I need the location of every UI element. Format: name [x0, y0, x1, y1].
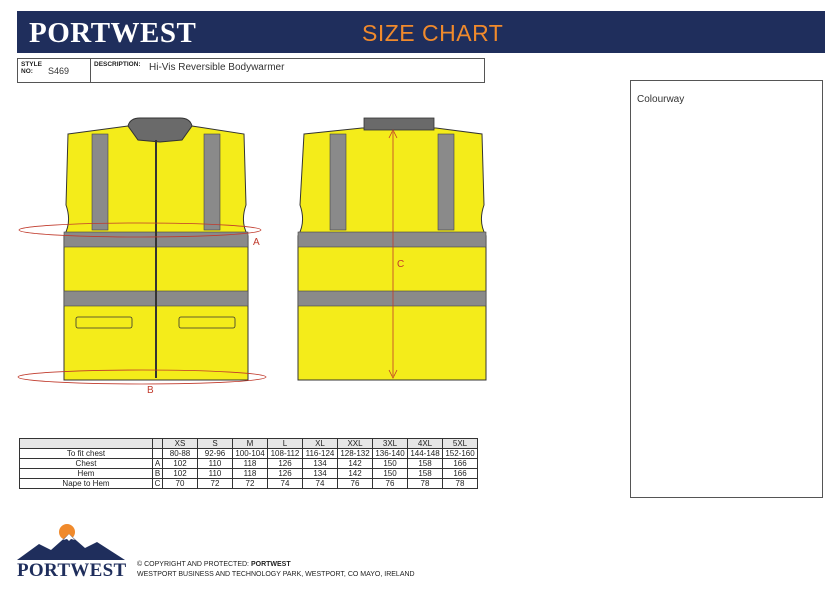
table-cell: 70 [163, 479, 198, 489]
size-table [19, 438, 478, 489]
size-header-row [20, 439, 478, 449]
style-label: STYLE NO: [21, 61, 42, 75]
table-row [20, 449, 478, 459]
table-cell: 126 [268, 469, 303, 479]
table-cell: 74 [303, 479, 338, 489]
dimension-label-c: C [397, 259, 405, 270]
row-label: Chest [20, 459, 153, 469]
row-label: To fit chest [20, 449, 153, 459]
table-cell: 152-160 [443, 449, 478, 459]
size-header: 5XL [443, 439, 478, 449]
table-cell: 76 [373, 479, 408, 489]
table-cell: 142 [338, 469, 373, 479]
footer-copyright [137, 560, 415, 580]
table-cell: 118 [233, 469, 268, 479]
table-cell: 134 [303, 459, 338, 469]
description-label: DESCRIPTION: [94, 61, 141, 68]
table-cell: 166 [443, 469, 478, 479]
size-header: XL [303, 439, 338, 449]
page-title: SIZE CHART [362, 20, 504, 46]
table-row [20, 469, 478, 479]
table-cell: 110 [198, 469, 233, 479]
row-code: B [153, 469, 163, 479]
row-code [153, 449, 163, 459]
back-view-drawing [298, 118, 486, 380]
colourway-panel [630, 80, 823, 498]
size-header: M [233, 439, 268, 449]
size-header: S [198, 439, 233, 449]
table-cell: 108-112 [268, 449, 303, 459]
size-header: 4XL [408, 439, 443, 449]
table-cell: 128-132 [338, 449, 373, 459]
table-cell: 102 [163, 459, 198, 469]
table-cell: 166 [443, 459, 478, 469]
table-cell: 78 [408, 479, 443, 489]
table-cell: 150 [373, 459, 408, 469]
table-cell: 102 [163, 469, 198, 479]
table-cell: 142 [338, 459, 373, 469]
table-cell: 158 [408, 459, 443, 469]
copyright-prefix: © COPYRIGHT AND PROTECTED: [137, 561, 249, 568]
table-cell: 72 [233, 479, 268, 489]
row-label: Nape to Hem [20, 479, 153, 489]
row-code: A [153, 459, 163, 469]
front-view-drawing [18, 118, 266, 384]
style-value: S469 [48, 66, 70, 76]
table-row [20, 459, 478, 469]
footer-logo [17, 520, 129, 582]
table-cell: 118 [233, 459, 268, 469]
size-header: L [268, 439, 303, 449]
brand-logo: PORTWEST [29, 17, 197, 49]
row-label: Hem [20, 469, 153, 479]
table-cell: 144-148 [408, 449, 443, 459]
header-blank-cell [20, 439, 153, 449]
header-code-cell [153, 439, 163, 449]
table-cell: 92-96 [198, 449, 233, 459]
table-cell: 100-104 [233, 449, 268, 459]
table-cell: 158 [408, 469, 443, 479]
dimension-label-b: B [147, 385, 154, 396]
table-cell: 72 [198, 479, 233, 489]
table-cell: 134 [303, 469, 338, 479]
table-cell: 150 [373, 469, 408, 479]
row-code: C [153, 479, 163, 489]
footer-address: WESTPORT BUSINESS AND TECHNOLOGY PARK, WESTPORT, CO MAYO, IRELAND [137, 571, 415, 578]
table-cell: 78 [443, 479, 478, 489]
table-cell: 110 [198, 459, 233, 469]
table-cell: 80-88 [163, 449, 198, 459]
size-header: XXL [338, 439, 373, 449]
footer-logo-text: PORTWEST [17, 560, 127, 581]
table-cell: 136-140 [373, 449, 408, 459]
colourway-title: Colourway [637, 94, 685, 105]
description-value: Hi-Vis Reversible Bodywarmer [149, 62, 285, 73]
mountain-sun-icon [17, 520, 129, 562]
table-cell: 126 [268, 459, 303, 469]
table-cell: 74 [268, 479, 303, 489]
dimension-label-a: A [253, 237, 260, 248]
table-row [20, 479, 478, 489]
copyright-brand: PORTWEST [250, 561, 291, 568]
table-cell: 76 [338, 479, 373, 489]
size-header: 3XL [373, 439, 408, 449]
size-header: XS [163, 439, 198, 449]
table-cell: 116-124 [303, 449, 338, 459]
